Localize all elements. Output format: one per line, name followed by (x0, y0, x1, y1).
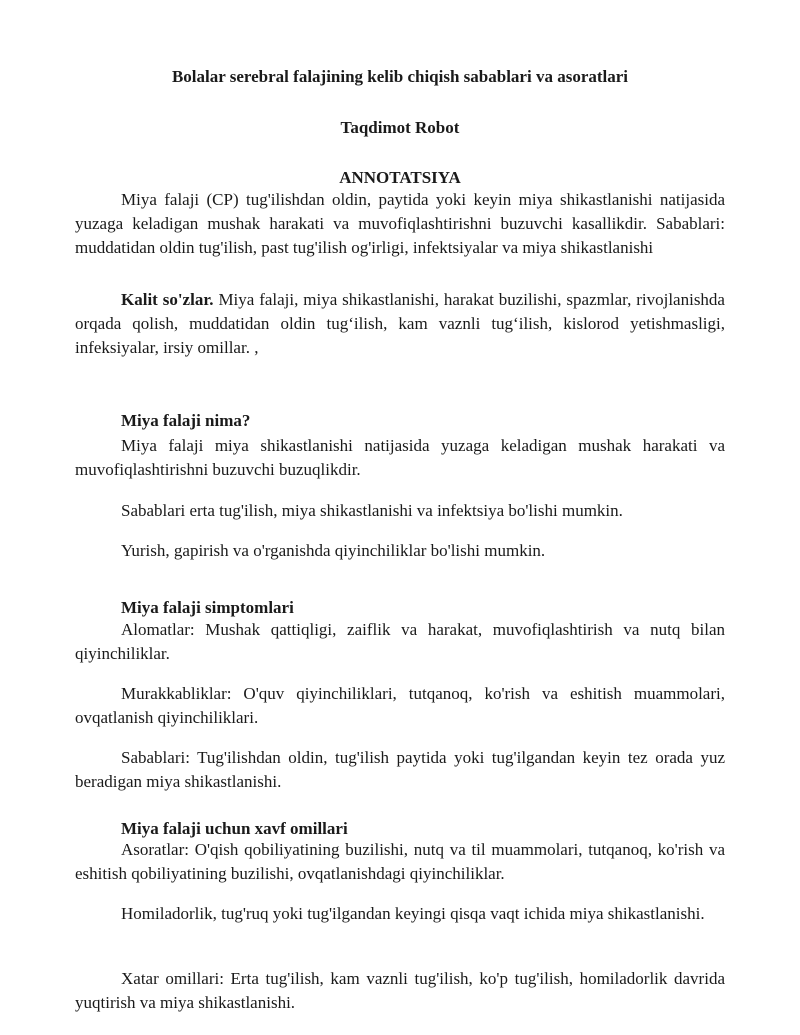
section-heading-what-is: Miya falaji nima? (121, 411, 251, 430)
annotation-heading: ANNOTATSIYA (339, 168, 461, 187)
keywords-paragraph (75, 288, 725, 360)
section-paragraph: Sabablari: Tug'ilishdan oldin, tug'ilish paytida yoki tug'ilgandan keyin tez orada yuz beradigan miya shikastlanishi. (75, 748, 725, 791)
section-paragraph: Asoratlar: O'qish qobiliyatining buzilishi, nutq va til muammolari, tutqanoq, ko'rish va eshitish qobiliyatining buzilishi, ovqatlanishdagi qiyinchiliklar. (75, 840, 725, 883)
section-paragraph: Homiladorlik, tug'ruq yoki tug'ilgandan keyingi qisqa vaqt ichida miya shikastlanishi. (121, 904, 705, 923)
section-heading-risk-factors: Miya falaji uchun xavf omillari (121, 819, 348, 838)
keywords-text: Miya falaji, miya shikastlanishi, harakat buzilishi, spazmlar, rivojlanishda orqada qolish, muddatidan oldin tug‘ilish, kam vaznli tug‘ilish, kislorod yetishmasligi, infeksiyalar, irsiy omillar. , (75, 290, 725, 357)
document-author: Taqdimot Robot (340, 118, 460, 137)
keywords-label: Kalit so'zlar. (121, 290, 214, 309)
annotation-text: Miya falaji (CP) tug'ilishdan oldin, paytida yoki keyin miya shikastlanishi natijasida yuzaga keladigan mushak harakati va muvofiqlashtirishni buzuvchi kasallikdir. Sabablari: muddatidan oldin tug'ilish, past tug'ilish og'irligi, infektsiyalar va miya shikastlanishi (75, 190, 725, 257)
section-paragraph: Sabablari erta tug'ilish, miya shikastlanishi va infektsiya bo'lishi mumkin. (121, 501, 623, 520)
section-paragraph: Xatar omillari: Erta tug'ilish, kam vaznli tug'ilish, ko'p tug'ilish, homiladorlik davrida yuqtirish va miya shikastlanishi. (75, 969, 725, 1012)
section-paragraph: Miya falaji miya shikastlanishi natijasida yuzaga keladigan mushak harakati va muvofiqlashtirishni buzuvchi buzuqlikdir. (75, 436, 725, 479)
section-paragraph: Murakkabliklar: O'quv qiyinchiliklari, tutqanoq, ko'rish va eshitish muammolari, ovqatlanish qiyinchiliklari. (75, 684, 725, 727)
section-heading-symptoms: Miya falaji simptomlari (121, 598, 294, 617)
document-title: Bolalar serebral falajining kelib chiqish sabablari va asoratlari (171, 67, 629, 86)
section-paragraph: Yurish, gapirish va o'rganishda qiyinchiliklar bo'lishi mumkin. (121, 541, 546, 560)
section-paragraph: Alomatlar: Mushak qattiqligi, zaiflik va harakat, muvofiqlashtirish va nutq bilan qiyinchiliklar. (75, 620, 725, 663)
